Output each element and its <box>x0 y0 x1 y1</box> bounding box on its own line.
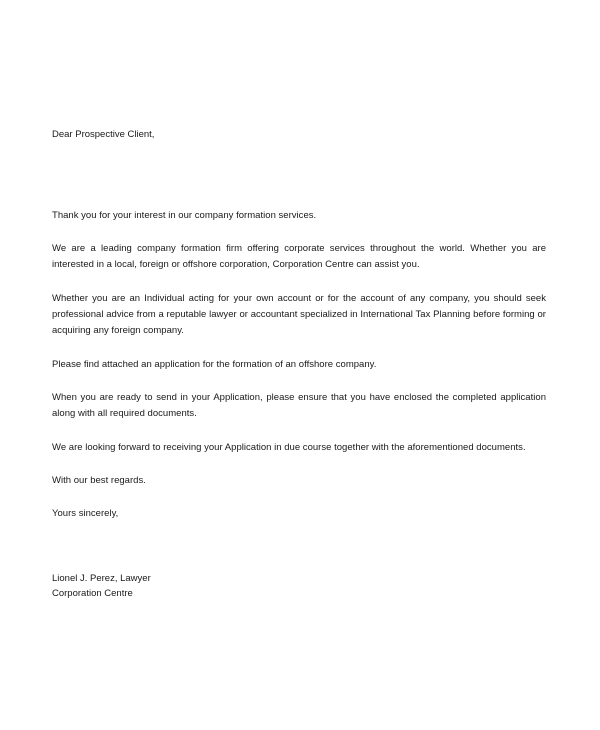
paragraph: Thank you for your interest in our company formation services. <box>52 209 317 221</box>
letter-body <box>52 128 546 601</box>
letter-paragraphs <box>52 208 546 523</box>
closing-regards: With our best regards. <box>52 475 146 487</box>
signer-name: Lionel J. Perez, Lawyer <box>52 572 151 584</box>
signature-block <box>52 571 546 602</box>
paragraph: When you are ready to send in your Application, please ensure that you have enclosed the completed application along with all required documents. <box>52 392 546 420</box>
paragraph: Please find attached an application for the formation of an offshore company. <box>52 358 377 370</box>
closing-signoff: Yours sincerely, <box>52 508 119 520</box>
salutation: Dear Prospective Client, <box>52 129 155 140</box>
paragraph: We are a leading company formation firm offering corporate services throughout the world. Whether you are interested in a local, foreign or offshore corporation, Corporation Centre can assist you. <box>52 243 546 271</box>
paragraph: We are looking forward to receiving your Application in due course together with the aforementioned documents. <box>52 441 526 453</box>
signer-organization: Corporation Centre <box>52 588 133 600</box>
paragraph: Whether you are an Individual acting for your own account or for the account of any company, you should seek professional advice from a reputable lawyer or accountant specialized in International Tax Planning before forming or acquiring any foreign company. <box>52 292 546 337</box>
